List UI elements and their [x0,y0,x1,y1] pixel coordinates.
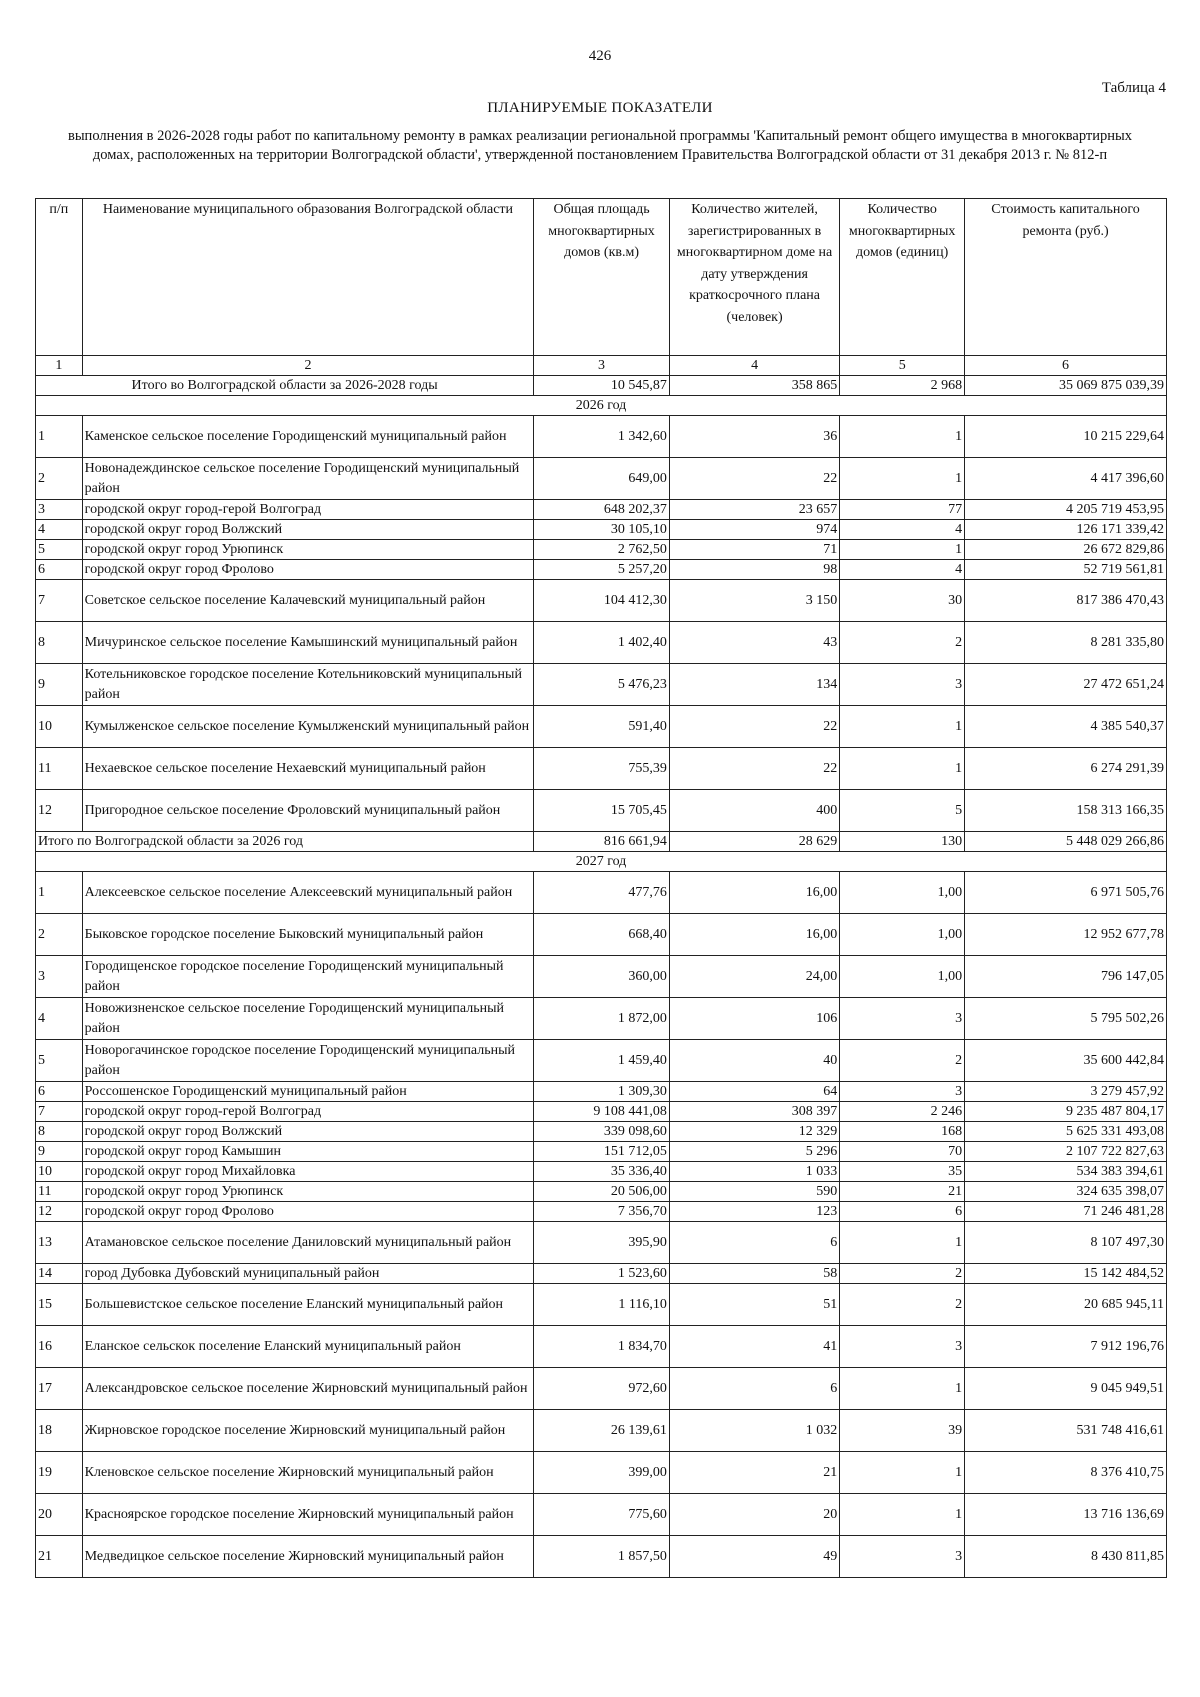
residents-value: 308 397 [669,1102,839,1122]
grand-total-label: Итого во Волгоградской области за 2026-2028 годы [36,376,534,396]
row-number: 11 [36,748,83,790]
residents-value: 21 [669,1452,839,1494]
houses-value: 1 [840,748,965,790]
houses-value: 1 [840,1452,965,1494]
area-value: 972,60 [534,1368,670,1410]
table-row [36,416,1167,458]
houses-value: 3 [840,998,965,1040]
cost-value: 531 748 416,61 [965,1410,1167,1452]
cost-value: 3 279 457,92 [965,1082,1167,1102]
houses-value: 1,00 [840,956,965,998]
cost-value: 5 625 331 493,08 [965,1122,1167,1142]
residents-value: 3 150 [669,580,839,622]
row-number: 11 [36,1182,83,1202]
municipality-name: городской округ город Михайловка [82,1162,534,1182]
column-number: 3 [534,356,670,376]
cost-value: 9 235 487 804,17 [965,1102,1167,1122]
houses-value: 1 [840,1494,965,1536]
row-number: 3 [36,956,83,998]
area-value: 668,40 [534,914,670,956]
area-value: 9 108 441,08 [534,1102,670,1122]
total-2026-houses: 130 [840,832,965,852]
table-row [36,520,1167,540]
table-row [36,1040,1167,1082]
cost-value: 534 383 394,61 [965,1162,1167,1182]
cost-value: 4 205 719 453,95 [965,500,1167,520]
column-header: Общая площадь многоквартирных домов (кв.м) [534,199,670,356]
cost-value: 8 430 811,85 [965,1536,1167,1578]
row-number: 12 [36,1202,83,1222]
area-value: 1 459,40 [534,1040,670,1082]
table-row [36,790,1167,832]
table-row [36,1162,1167,1182]
row-number: 2 [36,914,83,956]
cost-value: 796 147,05 [965,956,1167,998]
row-number: 9 [36,1142,83,1162]
cost-value: 13 716 136,69 [965,1494,1167,1536]
residents-value: 590 [669,1182,839,1202]
municipality-name: Новорогачинское городское поселение Городищенский муниципальный район [82,1040,534,1082]
residents-value: 16,00 [669,914,839,956]
municipality-name: городской округ город Урюпинск [82,540,534,560]
residents-value: 51 [669,1284,839,1326]
column-number: 5 [840,356,965,376]
table-row [36,1368,1167,1410]
table-row [36,1410,1167,1452]
row-number: 8 [36,622,83,664]
grand-total-row [36,376,1167,396]
municipality-name: городской округ город Камышин [82,1142,534,1162]
column-header: Количество жителей, зарегистрированных в многоквартирном доме на дату утверждения краткосрочного плана (человек) [669,199,839,356]
residents-value: 6 [669,1368,839,1410]
area-value: 15 705,45 [534,790,670,832]
table-row [36,1494,1167,1536]
area-value: 477,76 [534,872,670,914]
year-label: 2027 год [36,852,1167,872]
municipality-name: Пригородное сельское поселение Фроловский муниципальный район [82,790,534,832]
houses-value: 39 [840,1410,965,1452]
area-value: 7 356,70 [534,1202,670,1222]
row-number: 14 [36,1264,83,1284]
table-row [36,748,1167,790]
municipality-name: городской округ город Фролово [82,1202,534,1222]
residents-value: 22 [669,748,839,790]
area-value: 104 412,30 [534,580,670,622]
houses-value: 1 [840,706,965,748]
cost-value: 27 472 651,24 [965,664,1167,706]
column-number-row [36,356,1167,376]
row-number: 3 [36,500,83,520]
area-value: 151 712,05 [534,1142,670,1162]
table-row [36,1202,1167,1222]
residents-value: 58 [669,1264,839,1284]
residents-value: 12 329 [669,1122,839,1142]
column-header: п/п [36,199,83,356]
municipality-name: Александровское сельское поселение Жирновский муниципальный район [82,1368,534,1410]
row-number: 9 [36,664,83,706]
houses-value: 1 [840,1368,965,1410]
row-number: 5 [36,1040,83,1082]
cost-value: 7 912 196,76 [965,1326,1167,1368]
residents-value: 20 [669,1494,839,1536]
municipality-name: Большевистское сельское поселение Еланский муниципальный район [82,1284,534,1326]
table-label: Таблица 4 [1101,80,1166,96]
area-value: 5 257,20 [534,560,670,580]
area-value: 1 523,60 [534,1264,670,1284]
municipality-name: городской округ город Волжский [82,520,534,540]
municipality-name: городской округ город-герой Волгоград [82,1102,534,1122]
houses-value: 21 [840,1182,965,1202]
residents-value: 22 [669,458,839,500]
row-number: 13 [36,1222,83,1264]
cost-value: 4 385 540,37 [965,706,1167,748]
table-body [36,376,1167,832]
table-row [36,540,1167,560]
table-row [36,1284,1167,1326]
row-number: 19 [36,1452,83,1494]
municipality-name: Городищенское городское поселение Городищенский муниципальный район [82,956,534,998]
document-subtitle: выполнения в 2026-2028 годы работ по капитальному ремонту в рамках реализации региональной программы 'Капитальный ремонт общего имущества в многоквартирных домах, расположенных на территории Волгоградской области', утвержденной постановлением Правительства Волгоградской области от 31 декабря 2013 г. № 812-п [67,128,1133,163]
municipality-name: Еланское сельскок поселение Еланский муниципальный район [82,1326,534,1368]
area-value: 649,00 [534,458,670,500]
houses-value: 168 [840,1122,965,1142]
row-number: 6 [36,560,83,580]
cost-value: 4 417 396,60 [965,458,1167,500]
houses-value: 35 [840,1162,965,1182]
table-row [36,872,1167,914]
table-row [36,500,1167,520]
municipality-name: городской округ город-герой Волгоград [82,500,534,520]
houses-value: 1 [840,458,965,500]
houses-value: 2 [840,1284,965,1326]
residents-value: 41 [669,1326,839,1368]
residents-value: 1 033 [669,1162,839,1182]
header-row [36,199,1167,356]
row-number: 1 [36,416,83,458]
municipality-name: городской округ город Фролово [82,560,534,580]
residents-value: 400 [669,790,839,832]
indicators-table [35,198,1167,1578]
municipality-name: Новонадеждинское сельское поселение Городищенский муниципальный район [82,458,534,500]
residents-value: 64 [669,1082,839,1102]
table-row [36,914,1167,956]
column-number: 4 [669,356,839,376]
row-number: 20 [36,1494,83,1536]
houses-value: 3 [840,664,965,706]
cost-value: 52 719 561,81 [965,560,1167,580]
houses-value: 3 [840,1326,965,1368]
row-number: 7 [36,1102,83,1122]
cost-value: 20 685 945,11 [965,1284,1167,1326]
table-row [36,998,1167,1040]
year-2026-header [36,396,1167,416]
cost-value: 8 376 410,75 [965,1452,1167,1494]
residents-value: 49 [669,1536,839,1578]
houses-value: 3 [840,1536,965,1578]
area-value: 1 116,10 [534,1284,670,1326]
residents-value: 5 296 [669,1142,839,1162]
municipality-name: город Дубовка Дубовский муниципальный район [82,1264,534,1284]
cost-value: 15 142 484,52 [965,1264,1167,1284]
row-number: 5 [36,540,83,560]
cost-value: 324 635 398,07 [965,1182,1167,1202]
row-number: 10 [36,1162,83,1182]
houses-value: 4 [840,560,965,580]
table-row [36,1102,1167,1122]
houses-value: 1,00 [840,914,965,956]
area-value: 1 309,30 [534,1082,670,1102]
column-number: 1 [36,356,83,376]
table-row [36,1536,1167,1578]
row-number: 15 [36,1284,83,1326]
municipality-name: Новожизненское сельское поселение Городищенский муниципальный район [82,998,534,1040]
municipality-name: городской округ город Урюпинск [82,1182,534,1202]
municipality-name: Быковское городское поселение Быковский муниципальный район [82,914,534,956]
residents-value: 23 657 [669,500,839,520]
table-row [36,706,1167,748]
row-number: 4 [36,520,83,540]
municipality-name: Кумылженское сельское поселение Кумылженский муниципальный район [82,706,534,748]
area-value: 1 402,40 [534,622,670,664]
municipality-name: Россошенское Городищенский муниципальный район [82,1082,534,1102]
table-row [36,560,1167,580]
table-row [36,1082,1167,1102]
residents-value: 24,00 [669,956,839,998]
houses-value: 1 [840,416,965,458]
cost-value: 2 107 722 827,63 [965,1142,1167,1162]
houses-value: 1,00 [840,872,965,914]
area-value: 775,60 [534,1494,670,1536]
cost-value: 9 045 949,51 [965,1368,1167,1410]
residents-value: 134 [669,664,839,706]
column-number: 6 [965,356,1167,376]
total-2026-cost: 5 448 029 266,86 [965,832,1167,852]
municipality-name: Алексеевское сельское поселение Алексеевский муниципальный район [82,872,534,914]
houses-value: 4 [840,520,965,540]
total-2026-area: 816 661,94 [534,832,670,852]
row-number: 8 [36,1122,83,1142]
area-value: 339 098,60 [534,1122,670,1142]
table-row [36,664,1167,706]
municipality-name: городской округ город Волжский [82,1122,534,1142]
column-header: Количество многоквартирных домов (единиц) [840,199,965,356]
residents-value: 98 [669,560,839,580]
cost-value: 71 246 481,28 [965,1202,1167,1222]
table-row [36,458,1167,500]
houses-value: 2 [840,1264,965,1284]
residents-value: 40 [669,1040,839,1082]
houses-value: 5 [840,790,965,832]
table-row [36,580,1167,622]
row-number: 17 [36,1368,83,1410]
residents-value: 71 [669,540,839,560]
grand-total-residents: 358 865 [669,376,839,396]
residents-value: 36 [669,416,839,458]
municipality-name: Медведицкое сельское поселение Жирновский муниципальный район [82,1536,534,1578]
row-number: 18 [36,1410,83,1452]
row-number: 21 [36,1536,83,1578]
table-row [36,1326,1167,1368]
residents-value: 974 [669,520,839,540]
houses-value: 2 [840,622,965,664]
houses-value: 6 [840,1202,965,1222]
municipality-name: Красноярское городское поселение Жирновский муниципальный район [82,1494,534,1536]
total-2026-row [36,832,1167,852]
houses-value: 70 [840,1142,965,1162]
column-header: Стоимость капитального ремонта (руб.) [965,199,1167,356]
municipality-name: Нехаевское сельское поселение Нехаевский муниципальный район [82,748,534,790]
column-number: 2 [82,356,534,376]
area-value: 755,39 [534,748,670,790]
area-value: 1 857,50 [534,1536,670,1578]
row-number: 12 [36,790,83,832]
total-2026-label: Итого по Волгоградской области за 2026 год [36,832,534,852]
cost-value: 8 281 335,80 [965,622,1167,664]
row-number: 10 [36,706,83,748]
houses-value: 3 [840,1082,965,1102]
municipality-name: Жирновское городское поселение Жирновский муниципальный район [82,1410,534,1452]
municipality-name: Советское сельское поселение Калачевский муниципальный район [82,580,534,622]
municipality-name: Атамановское сельское поселение Даниловский муниципальный район [82,1222,534,1264]
cost-value: 5 795 502,26 [965,998,1167,1040]
cost-value: 158 313 166,35 [965,790,1167,832]
municipality-name: Котельниковское городское поселение Котельниковский муниципальный район [82,664,534,706]
row-number: 7 [36,580,83,622]
residents-value: 16,00 [669,872,839,914]
year-2027-header [36,852,1167,872]
cost-value: 8 107 497,30 [965,1222,1167,1264]
area-value: 20 506,00 [534,1182,670,1202]
document-title: ПЛАНИРУЕМЫЕ ПОКАЗАТЕЛИ [487,100,713,116]
cost-value: 126 171 339,42 [965,520,1167,540]
cost-value: 12 952 677,78 [965,914,1167,956]
houses-value: 77 [840,500,965,520]
area-value: 1 834,70 [534,1326,670,1368]
area-value: 2 762,50 [534,540,670,560]
cost-value: 817 386 470,43 [965,580,1167,622]
cost-value: 10 215 229,64 [965,416,1167,458]
residents-value: 123 [669,1202,839,1222]
area-value: 5 476,23 [534,664,670,706]
residents-value: 106 [669,998,839,1040]
area-value: 648 202,37 [534,500,670,520]
municipality-name: Каменское сельское поселение Городищенский муниципальный район [82,416,534,458]
municipality-name: Мичуринское сельское поселение Камышинский муниципальный район [82,622,534,664]
cost-value: 6 971 505,76 [965,872,1167,914]
table-row [36,1264,1167,1284]
cost-value: 26 672 829,86 [965,540,1167,560]
cost-value: 6 274 291,39 [965,748,1167,790]
row-number: 1 [36,872,83,914]
municipality-name: Кленовское сельское поселение Жирновский муниципальный район [82,1452,534,1494]
houses-value: 1 [840,540,965,560]
row-number: 4 [36,998,83,1040]
area-value: 30 105,10 [534,520,670,540]
houses-value: 2 246 [840,1102,965,1122]
area-value: 360,00 [534,956,670,998]
grand-total-cost: 35 069 875 039,39 [965,376,1167,396]
area-value: 35 336,40 [534,1162,670,1182]
table-row [36,1182,1167,1202]
table-row [36,956,1167,998]
cost-value: 35 600 442,84 [965,1040,1167,1082]
page-number: 426 [588,48,612,64]
year-label: 2026 год [36,396,1167,416]
houses-value: 1 [840,1222,965,1264]
residents-value: 22 [669,706,839,748]
total-2026-residents: 28 629 [669,832,839,852]
table-row [36,1452,1167,1494]
area-value: 395,90 [534,1222,670,1264]
area-value: 1 872,00 [534,998,670,1040]
residents-value: 6 [669,1222,839,1264]
row-number: 16 [36,1326,83,1368]
row-number: 6 [36,1082,83,1102]
row-number: 2 [36,458,83,500]
houses-value: 2 [840,1040,965,1082]
table-row [36,1122,1167,1142]
residents-value: 1 032 [669,1410,839,1452]
grand-total-area: 10 545,87 [534,376,670,396]
area-value: 26 139,61 [534,1410,670,1452]
table-row [36,1222,1167,1264]
area-value: 1 342,60 [534,416,670,458]
area-value: 399,00 [534,1452,670,1494]
grand-total-houses: 2 968 [840,376,965,396]
residents-value: 43 [669,622,839,664]
table-row [36,622,1167,664]
table-row [36,1142,1167,1162]
column-header: Наименование муниципального образования Волгоградской области [82,199,534,356]
area-value: 591,40 [534,706,670,748]
houses-value: 30 [840,580,965,622]
